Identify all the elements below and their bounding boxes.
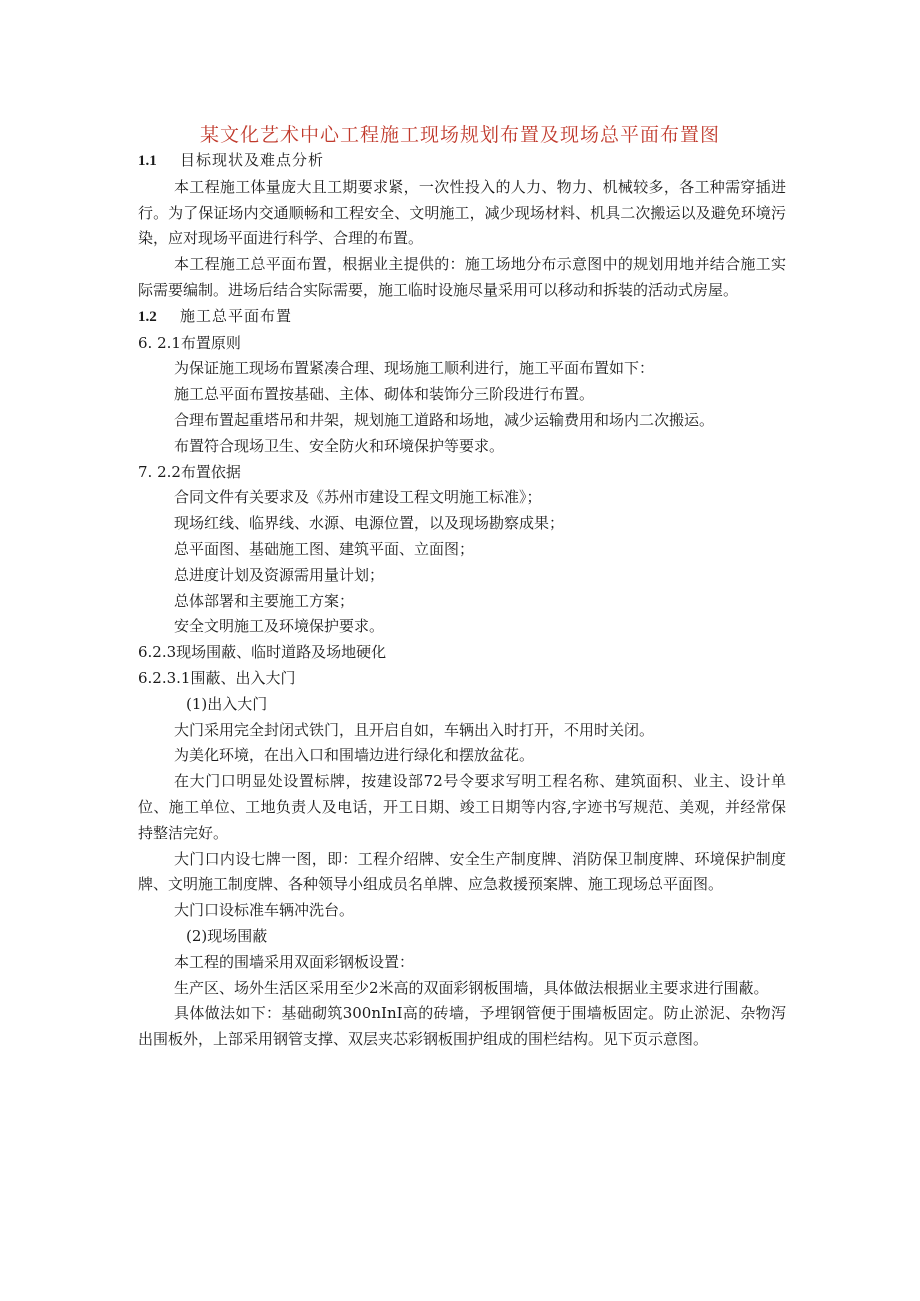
list-item: 安全文明施工及环境保护要求。 (174, 617, 385, 636)
document-body (138, 148, 786, 1053)
paragraph: 本工程施工体量庞大且工期要求紧，一次性投入的人力、物力、机械较多，各工种需穿插进行。为了保证场内交通顺畅和工程安全、文明施工，减少现场材料、机具二次搬运以及避免环境污染，应对现场平面进行科学、合理的布置。 (138, 177, 786, 248)
subsection-heading: 6.2.3现场围蔽、临时道路及场地硬化 (138, 643, 387, 662)
list-item: 合理布置起重塔吊和井架，规划施工道路和场地，减少运输费用和场内二次搬运。 (174, 410, 715, 429)
paragraph: 本工程施工总平面布置，根据业主提供的：施工场地分布示意图中的规划用地并结合施工实际需要编制。进场后结合实际需要，施工临时设施尽量采用可以移动和拆装的活动式房屋。 (138, 255, 786, 299)
subsection-heading: 6. 2.1布置原则 (138, 333, 241, 352)
paragraph: 在大门口明显处设置标牌，按建设部72号令要求写明工程名称、建筑面积、业主、设计单位、施工单位、工地负责人及电话，开工日期、竣工日期等内容,字迹书写规范、美观，并经常保持整洁完好。 (138, 772, 786, 842)
list-item: 总平面图、基础施工图、建筑平面、立面图； (174, 539, 475, 558)
list-item: 现场红线、临界线、水源、电源位置，以及现场勘察成果； (174, 514, 565, 533)
list-item: 大门采用完全封闭式铁门，且开启自如，车辆出入时打开，不用时关闭。 (174, 720, 655, 739)
section-heading-1-2 (138, 304, 786, 331)
paragraph: 生产区、场外生活区采用至少2米高的双面彩钢板围墙，具体做法根据业主要求进行围蔽。 (174, 978, 769, 997)
list-item: 总体部署和主要施工方案； (174, 591, 355, 610)
list-item: 本工程的围墙采用双面彩钢板设置： (174, 952, 415, 971)
list-item: 大门口设标准车辆冲洗台。 (174, 901, 355, 920)
list-item: 为保证施工现场布置紧凑合理、现场施工顺利进行，施工平面布置如下： (174, 359, 655, 378)
subsection-heading: 6.2.3.1围蔽、出入大门 (138, 668, 296, 687)
list-item: 总进度计划及资源需用量计划； (174, 565, 385, 584)
section-heading-1-1 (138, 148, 786, 175)
subsection-heading: 7. 2.2布置依据 (138, 462, 241, 481)
list-item: 布置符合现场卫生、安全防火和环境保护等要求。 (174, 436, 505, 455)
list-item: 施工总平面布置按基础、主体、砌体和装饰分三阶段进行布置。 (174, 385, 595, 404)
document-title: 某文化艺术中心工程施工现场规划布置及现场总平面布置图 (199, 124, 720, 146)
section-title: 目标现状及难点分析 (180, 151, 325, 169)
item-label: (1)出入大门 (186, 694, 268, 713)
list-item: 合同文件有关要求及《苏州市建设工程文明施工标准》； (174, 488, 542, 507)
paragraph: 大门口内设七牌一图，即：工程介绍牌、安全生产制度牌、消防保卫制度牌、环境保护制度牌、文明施工制度牌、各种领导小组成员名单牌、应急救援预案牌、施工现场总平面图。 (138, 849, 786, 894)
paragraph: 具体做法如下：基础砌筑300nInI高的砖墙，予埋钢管便于围墙板固定。防止淤泥、杂物泻出围板外，上部采用钢管支撑、双层夹芯彩钢板围护组成的围栏结构。见下页示意图。 (138, 1004, 786, 1049)
item-label: (2)现场围蔽 (186, 926, 268, 945)
list-item: 为美化环境，在出入口和围墙边进行绿化和摆放盆花。 (174, 746, 535, 765)
section-number: 1.2 (138, 308, 157, 325)
section-title: 施工总平面布置 (180, 306, 293, 325)
section-number: 1.1 (138, 153, 157, 169)
